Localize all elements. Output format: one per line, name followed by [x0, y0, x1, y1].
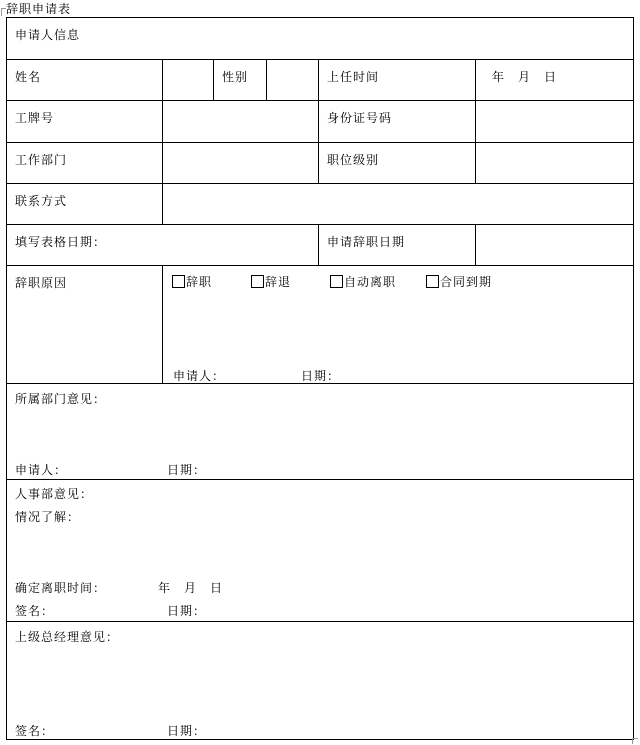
row-department	[7, 143, 634, 184]
hr-sign-label: 签名：	[15, 604, 55, 618]
option-label: 合同到期	[440, 275, 493, 289]
gm-opinion-title: 上级总经理意见：	[15, 630, 120, 644]
section-applicant-info	[7, 18, 634, 60]
form-title: 辞职申请表	[6, 2, 72, 16]
department-label: 工作部门	[15, 153, 68, 167]
gm-date-label: 日期：	[167, 724, 207, 738]
option-label: 辞退	[265, 275, 292, 289]
hr-date-label: 日期：	[167, 604, 207, 618]
start-time-date: 年 月 日	[492, 70, 558, 84]
id-label-cell	[319, 101, 476, 143]
position-label: 职位级别	[327, 153, 380, 167]
name-label: 姓名	[15, 70, 42, 84]
resign-date-label: 申请辞职日期	[327, 235, 406, 249]
reason-option-auto-leave[interactable]	[330, 273, 396, 290]
row-badge	[7, 101, 634, 143]
row-applicant-info	[7, 18, 634, 60]
dept-opinion-cell[interactable]	[7, 384, 634, 480]
name-field[interactable]	[163, 60, 214, 101]
fill-date-label: 填写表格日期：	[15, 235, 107, 249]
option-label: 自动离职	[344, 275, 397, 289]
reason-applicant-label: 申请人：	[173, 369, 226, 383]
id-field[interactable]	[476, 101, 634, 143]
reason-label-cell	[7, 266, 163, 384]
reason-option-contract-expire[interactable]	[426, 273, 492, 290]
corner-mark-bottom-right	[632, 738, 638, 744]
row-hr-opinion	[7, 480, 634, 622]
dept-applicant-label: 申请人：	[15, 463, 68, 477]
option-label: 辞职	[186, 275, 213, 289]
checkbox[interactable]	[330, 275, 343, 288]
row-dates	[7, 225, 634, 266]
start-time-label-cell	[319, 60, 476, 101]
start-time-field[interactable]	[476, 60, 634, 101]
badge-label-cell	[7, 101, 163, 143]
position-field[interactable]	[476, 143, 634, 184]
department-label-cell	[7, 143, 163, 184]
row-contact	[7, 184, 634, 225]
gender-label: 性别	[222, 70, 249, 84]
checkbox[interactable]	[172, 275, 185, 288]
row-name	[7, 60, 634, 101]
badge-field[interactable]	[163, 101, 319, 143]
department-field[interactable]	[163, 143, 319, 184]
hr-confirm-date: 年 月 日	[158, 581, 224, 595]
reason-label: 辞职原因	[15, 276, 68, 290]
badge-label: 工牌号	[15, 111, 55, 125]
row-dept-opinion	[7, 384, 634, 480]
checkbox[interactable]	[251, 275, 264, 288]
fill-date-cell[interactable]	[7, 225, 319, 266]
contact-field[interactable]	[163, 184, 634, 225]
reason-date-label: 日期：	[301, 369, 341, 383]
resignation-form-table	[6, 17, 634, 740]
contact-label: 联系方式	[15, 194, 68, 208]
reason-option-dismiss[interactable]	[251, 273, 291, 290]
name-label-cell	[7, 60, 163, 101]
resign-date-field[interactable]	[476, 225, 634, 266]
start-time-label: 上任时间	[327, 70, 380, 84]
hr-opinion-cell[interactable]	[7, 480, 634, 622]
dept-date-label: 日期：	[167, 463, 207, 477]
hr-confirm-time-label: 确定离职时间：	[15, 581, 107, 595]
hr-opinion-title: 人事部意见：	[15, 487, 94, 501]
row-gm-opinion	[7, 622, 634, 740]
position-label-cell	[319, 143, 476, 184]
id-label: 身份证号码	[327, 111, 393, 125]
gender-field[interactable]	[267, 60, 319, 101]
gender-label-cell	[214, 60, 267, 101]
gm-sign-label: 签名：	[15, 724, 55, 738]
dept-opinion-title: 所属部门意见：	[15, 392, 107, 406]
section-label: 申请人信息	[15, 28, 81, 42]
resign-date-label-cell	[319, 225, 476, 266]
reason-option-resign[interactable]	[172, 273, 212, 290]
checkbox[interactable]	[426, 275, 439, 288]
row-reason	[7, 266, 634, 384]
hr-situation-label: 情况了解：	[15, 510, 81, 524]
contact-label-cell	[7, 184, 163, 225]
gm-opinion-cell[interactable]	[7, 622, 634, 740]
reason-options-cell	[163, 266, 634, 384]
